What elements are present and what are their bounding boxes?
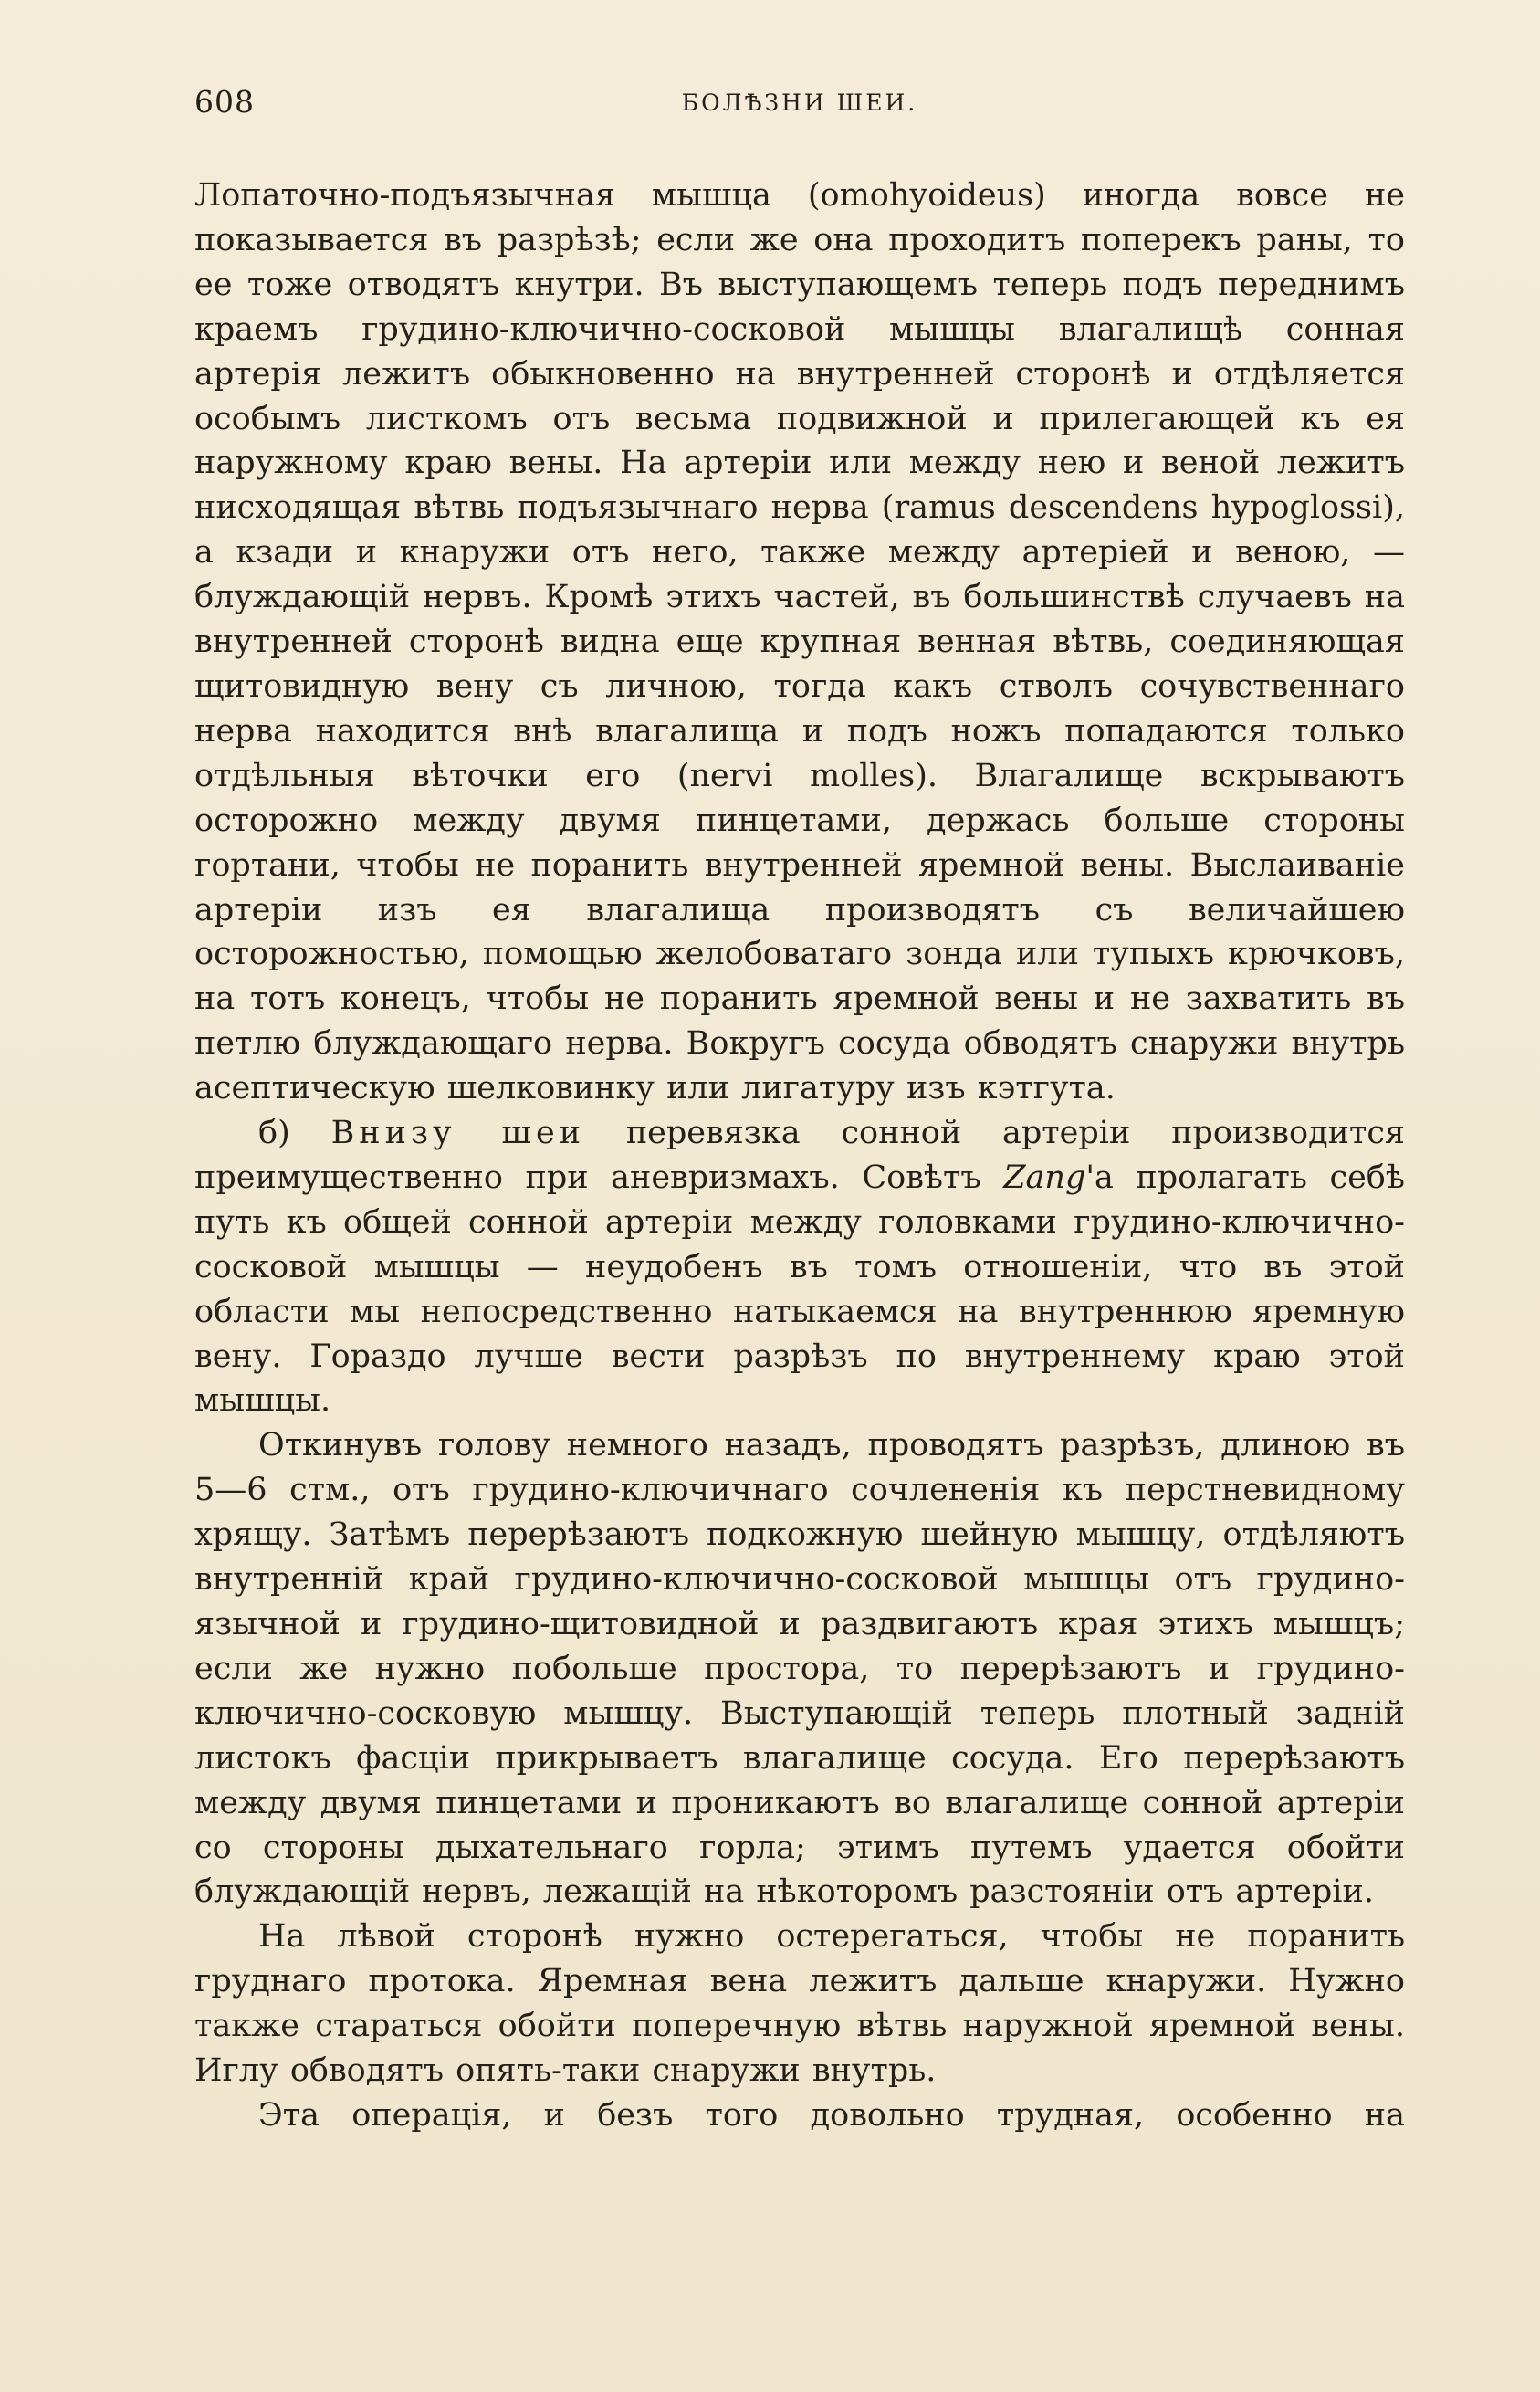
section-label: б) (258, 1115, 290, 1152)
paragraph-text: перевязка сонной артеріи производится преимущественно при аневризмахъ. Совѣтъ (194, 1115, 1406, 1196)
running-title: БОЛѢЗНИ ШЕИ. (681, 89, 918, 116)
page-number: 608 (194, 84, 255, 120)
paragraph-text: 'а пролагать себѣ путь къ общей сонной артеріи между головками грудино-ключично-сосковой мышцы — неудобенъ въ томъ отношеніи, что въ этой области мы непосредственно натыкаемся на внутреннюю яремную вену. Гораздо лучше вести разрѣзъ по внутреннему краю этой мышцы. (194, 1159, 1405, 1420)
paragraph: Лопаточно-подъязычная мышца (omohyoideus) иногда вовсе не показывается въ разрѣзѣ; если же она проходитъ поперекъ раны, то ее тоже отводятъ кнутри. Въ выступающемъ теперь подъ переднимъ краемъ грудино-ключично-сосковой мышцы влагалищѣ сонная артерія лежитъ обыкновенно на внутренней сторонѣ и отдѣляется особымъ листкомъ отъ весьма подвижной и прилегающей къ ея наружному краю вены. На артеріи или между нею и веной лежитъ нисходящая вѣтвь подъязычнаго нерва (ramus descendens hypoglossi), а кзади и кнаружи отъ него, также между артеріей и веною, — блуждающій нервъ. Кромѣ этихъ частей, въ большинствѣ случаевъ на внутренней сторонѣ видна еще крупная венная вѣтвь, соединяющая щитовидную вену съ личною, тогда какъ стволъ сочувственнаго нерва находится внѣ влагалища и подъ ножъ попадаются только отдѣльныя вѣточки его (nervi molles). Влагалище вскрываютъ осторожно между двумя пинцетами, держась больше стороны гортани, чтобы не поранить внутренней яремной вены. Выслаиваніе артеріи изъ ея влагалища производятъ съ величайшею осторожностью, помощью желобоватаго зонда или тупыхъ крючковъ, на тотъ конецъ, чтобы не поранить яремной вены и не захватить въ петлю блуждающаго нерва. Вокругъ сосуда обводятъ снаружи внутрь асептическую шелковинку или лигатуру изъ кэтгута. (194, 177, 1405, 1107)
paragraph: Эта операція, и безъ того довольно трудная, особенно на (258, 2096, 1405, 2134)
section-heading-spaced: Внизу шеи (330, 1115, 586, 1152)
page-header (194, 84, 1405, 130)
paragraph: Откинувъ голову немного назадъ, проводятъ разрѣзъ, длиною въ 5—6 стм., отъ грудино-ключичнаго сочлененія къ перстневидному хрящу. Затѣмъ перерѣзаютъ подкожную шейную мышцу, отдѣляютъ внутренній край грудино-ключично-сосковой мышцы отъ грудино-язычной и грудино-щитовидной и раздвигаютъ края этихъ мышцъ; если же нужно побольше простора, то перерѣзаютъ и грудино-ключично-сосковую мышцу. Выступающій теперь плотный задній листокъ фасціи прикрываетъ влагалище сосуда. Его перерѣзаютъ между двумя пинцетами и проникаютъ во влагалище сонной артеріи со стороны дыхательнаго горла; этимъ путемъ удается обойти блуждающій нервъ, лежащій на нѣкоторомъ разстояніи отъ артеріи. (194, 1427, 1405, 1911)
author-name: Zang (1003, 1159, 1086, 1196)
paragraph-section-b (194, 1111, 1405, 1423)
body-text (194, 173, 1405, 2138)
paragraph: На лѣвой сторонѣ нужно остерегаться, чтобы не поранить груднаго протока. Яремная вена лежитъ дальше кнаружи. Нужно также стараться обойти поперечную вѣтвь наружной яремной вены. Иглу обводятъ опять-таки снаружи внутрь. (194, 1918, 1405, 2090)
